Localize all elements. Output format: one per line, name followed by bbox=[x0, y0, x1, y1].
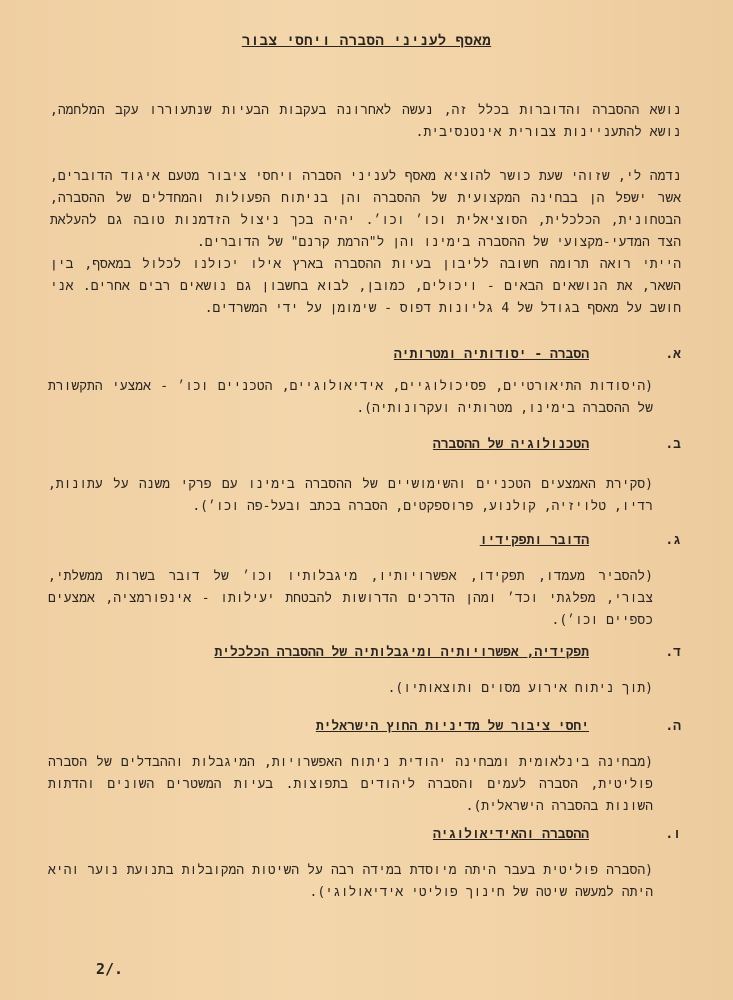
section-title: הדובר ותפקידיו bbox=[479, 533, 589, 548]
intro-paragraph-2: נדמה לי, שזוהי שעת כושר להוציא מאסף לעניני הסברה ויחסי ציבור מטעם איגוד הדוברים, אשר ישפל הן בבחינה המקצועית של ההסברה והן בניתוח הפעולות והמחדלים של ההסברה, הבטחונית, הכלכלית, הסוציאלית וכו׳ וכו׳. יהיה בכך ניצול הזדמנות טובה גם להעלאת הצד המדעי-מקצועי של ההסברה בימינו והן ל"הרמת קרנם" של הדוברים. bbox=[50, 169, 681, 250]
section-letter: ב. bbox=[665, 437, 681, 452]
section-body-c: (להסביר מעמדו, תפקידו, אפשרויותיו, מיגבלותיו וכו׳ של דובר בשרות ממשלתי, צבורי, מפלגתי וכד׳ ומהן הדרכים הדרושות להבטחת יעילותו - אינפורמציה, אמצעים כספיים וכו׳). bbox=[48, 569, 653, 628]
intro-paragraph-3: הייתי רואה תרומה חשובה לליבון בעיות ההסברה בארץ אילו יכולנו לכלול במאסף, בין השאר, את הנושאים הבאים - ויכולים, כמובן, לבוא בחשבון גם נושאים רבים אחרים. אני חושב על מאסף בגודל של 4 גליונות דפוס - שימומן על ידי המשרדים. bbox=[50, 257, 681, 316]
section-letter: ד. bbox=[665, 645, 681, 660]
section-heading-d bbox=[60, 642, 681, 664]
section-title: הסברה - יסודותיה ומטרותיה bbox=[393, 347, 589, 362]
section-heading-a bbox=[60, 344, 681, 366]
section-title: הטכנולוגיה של ההסברה bbox=[432, 437, 589, 452]
section-letter: ג. bbox=[665, 533, 681, 548]
section-title: תפקידיה, אפשרויותיה ומיגבלותיה של ההסברה הכלכלית bbox=[214, 645, 589, 660]
section-body-b: (סקירת האמצעים הטכניים והשימושיים של ההסברה בימינו עם פרקי משנה על עתונות, רדיו, טלויזיה, קולנוע, פרוספקטים, הסברה בכתב ובעל-פה וכו׳). bbox=[48, 477, 653, 514]
section-body-d: (תוך ניתוח אירוע מסוים ותוצאותיו). bbox=[387, 681, 653, 696]
section-heading-c bbox=[60, 530, 681, 552]
section-heading-e bbox=[60, 716, 681, 738]
section-body-e: (מבחינה בינלאומית ומבחינה יהודית ניתוח האפשרויות, המיגבלות וההבדלים של הסברה פוליטית, הסברה לעמים והסברה ליהודים בתפוצות. בעיות המשטרים השונים והדתות השונות בהסברה הישראלית). bbox=[48, 755, 653, 814]
section-heading-b bbox=[60, 434, 681, 456]
section-body-a: (היסודות התיאורטיים, פסיכולוגיים, אידיאולוגיים, הטכניים וכו׳ - אמצעי התקשורת של ההסברה בימינו, מטרותיה ועקרונותיה). bbox=[48, 379, 653, 416]
page-number: 2/. bbox=[96, 960, 124, 978]
intro-paragraph-1: נושא ההסברה והדוברות בכלל זה, נעשה לאחרונה בעקבות הבעיות שנתעוררו עקב המלחמה, נושא להתעניינות צבורית אינטנסיבית. bbox=[50, 103, 681, 140]
section-letter: א. bbox=[665, 347, 681, 362]
document-title: מאסף לעניני הסברה ויחסי צבור bbox=[241, 33, 492, 49]
section-letter: ו. bbox=[665, 827, 681, 842]
section-letter: ה. bbox=[665, 719, 681, 734]
section-heading-f bbox=[60, 824, 681, 846]
section-title: יחסי ציבור של מדיניות החוץ הישראלית bbox=[315, 719, 589, 734]
section-body-f: (הסברה פוליטית בעבר היתה מיוסדת במידה רבה על השיטות המקובלות בתנועת נוער והיא היתה למעשה שיטה של חינוך פוליטי אידיאולוגי). bbox=[48, 863, 653, 900]
section-title: ההסברה והאידיאולוגיה bbox=[432, 827, 589, 842]
